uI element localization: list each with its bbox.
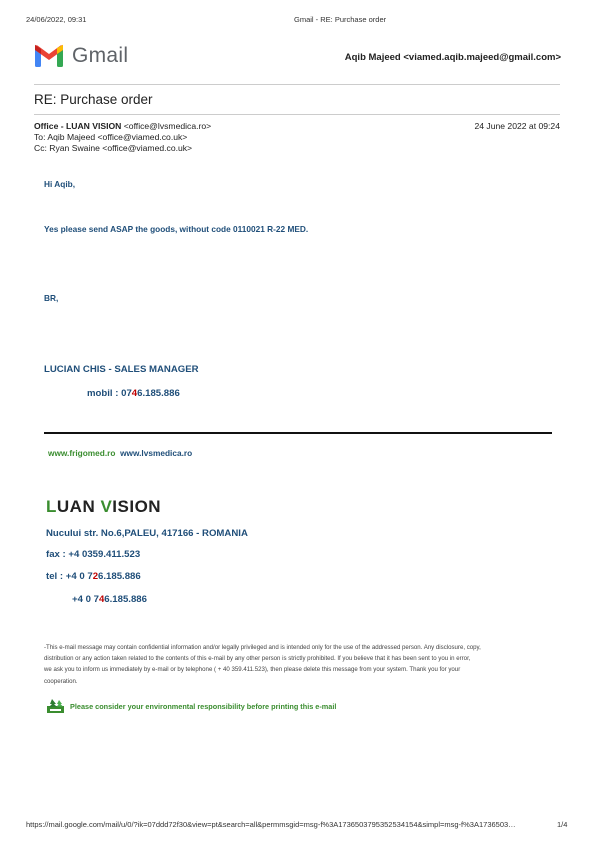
body-line: Yes please send ASAP the goods, without code 0110021 R-22 MED. xyxy=(44,224,309,234)
sender-email: <office@lvsmedica.ro> xyxy=(123,121,212,131)
tel-highlight: 2 xyxy=(92,571,99,582)
legal-disclaimer xyxy=(44,642,556,687)
print-datetime: 24/06/2022, 09:31 xyxy=(26,15,87,24)
tel-part: +4 0 7 xyxy=(65,571,93,582)
gmail-logo-icon xyxy=(34,44,64,68)
disclaimer-line: -This e-mail message may contain confidential information and/or legally privileged and is intended only for the use of the addressed person. Any disclosure, copy, xyxy=(44,644,481,651)
signature-divider xyxy=(44,432,552,434)
message-to: To: Aqib Majeed <office@viamed.co.uk> xyxy=(34,132,188,142)
tel-number-2 xyxy=(72,594,147,605)
mobile-part: 07 xyxy=(121,388,132,399)
page-number: 1/4 xyxy=(557,820,568,829)
company-part: ISION xyxy=(112,497,162,516)
disclaimer-line: we ask you to inform us immediately by e-mail or by telephone ( + 40 359.411.523), then please delete this message from your system. Thank you for your xyxy=(44,666,461,674)
company-letter: L xyxy=(46,497,57,516)
greeting: Hi Aqib, xyxy=(44,179,76,189)
website-links xyxy=(48,448,192,458)
gmail-wordmark: Gmail xyxy=(72,44,129,67)
mobile-highlight: 4 xyxy=(131,388,138,399)
website-link[interactable]: www.lvsmedica.ro xyxy=(120,448,193,458)
company-letter: V xyxy=(100,497,113,516)
message-cc: Cc: Ryan Swaine <office@viamed.co.uk> xyxy=(34,143,193,153)
message-from xyxy=(34,121,211,132)
closing: BR, xyxy=(44,293,59,303)
print-title: Gmail - RE: Purchase order xyxy=(294,15,387,24)
tel-part: 6.185.886 xyxy=(98,571,141,582)
tel-label: tel : xyxy=(46,571,66,582)
environment-note: Please consider your environmental responsibility before printing this e-mail xyxy=(70,702,337,711)
company-name xyxy=(46,497,161,517)
subject-divider xyxy=(34,114,560,115)
website-link[interactable]: www.frigomed.ro xyxy=(48,448,116,458)
disclaimer-line: distribution or any action taken related to the contents of this e-mail by any other person is strictly prohibited. If you believe that it has been sent to you in error, xyxy=(44,655,471,663)
account-email: Aqib Majeed <viamed.aqib.majeed@gmail.com> xyxy=(344,52,561,63)
company-part: UAN xyxy=(56,497,101,516)
disclaimer-line: cooperation. xyxy=(44,677,78,685)
tel-part: +4 0 7 xyxy=(72,594,99,605)
mobile-label: mobil : xyxy=(87,388,122,399)
tel-part: 6.185.886 xyxy=(104,594,147,605)
tel-highlight: 4 xyxy=(98,594,105,605)
printer-tree-icon xyxy=(46,698,66,714)
signature-name: LUCIAN CHIS - SALES MANAGER xyxy=(44,364,199,375)
company-address: Nucului str. No.6,PALEU, 417166 - ROMANIA xyxy=(46,528,248,539)
header-divider xyxy=(34,84,560,85)
mobile-part: 6.185.886 xyxy=(137,388,180,399)
sender-name: Office - LUAN VISION xyxy=(34,121,122,131)
print-url: https://mail.google.com/mail/u/0/?ik=07ddd72f30&view=pt&search=all&permmsgid=msg-f%3A1736503795352534154&simpl=msg-f%3A1736503… xyxy=(26,820,516,829)
message-date: 24 June 2022 at 09:24 xyxy=(474,121,560,131)
tel-number xyxy=(46,571,141,582)
fax-number: fax : +4 0359.411.523 xyxy=(46,549,141,560)
message-subject: RE: Purchase order xyxy=(34,92,153,107)
signature-mobile xyxy=(87,388,180,399)
